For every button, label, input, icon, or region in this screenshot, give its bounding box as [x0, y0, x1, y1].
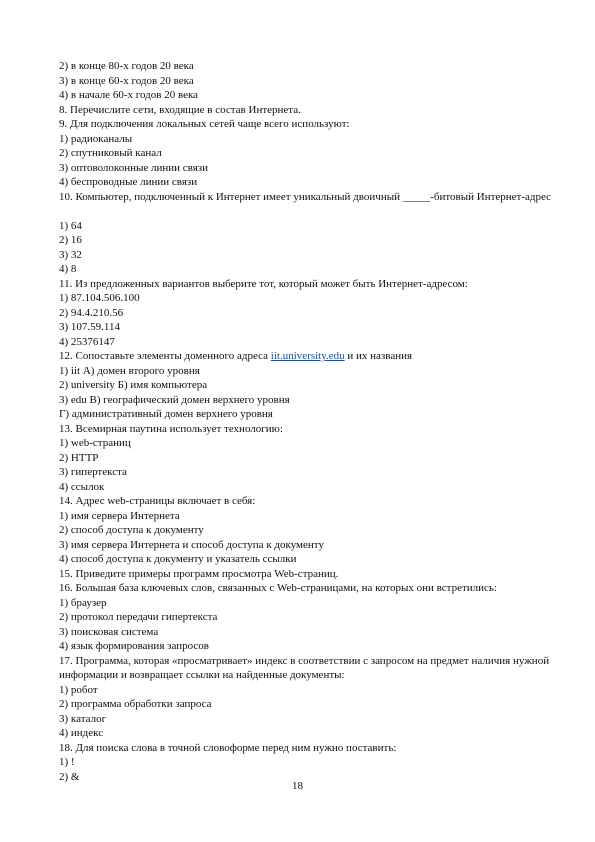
- answer-option: 3) 32: [59, 248, 82, 261]
- question-12: [59, 349, 559, 364]
- answer-option: 1) имя сервера Интернета: [59, 509, 180, 522]
- answer-option: 4) 8: [59, 263, 77, 275]
- text-line: 2) в конце 80-х годов 20 века: [59, 60, 194, 72]
- question-16: 16. Большая база ключевых слов, связанных с Web-страницами, на которых они встретились:: [59, 582, 497, 594]
- answer-option: 3) гипертекста: [59, 466, 127, 478]
- question-15: 15. Приведите примеры программ просмотра Web-страниц.: [59, 567, 339, 580]
- answer-option: 2) способ доступа к документу: [59, 524, 204, 536]
- answer-option: 4) 25376147: [59, 335, 115, 348]
- question-14: 14. Адрес web-страницы включает в себя:: [59, 495, 256, 507]
- answer-option: 1) 87.104.506.100: [59, 292, 140, 304]
- answer-option: 2) спутниковый канал: [59, 147, 162, 159]
- domain-link[interactable]: iit.university.edu: [270, 350, 345, 362]
- text-line: 4) в начале 60-х годов 20 века: [59, 89, 199, 101]
- answer-option: 3) оптоволоконные линии связи: [59, 161, 209, 174]
- answer-option: 3) поисковая система: [59, 625, 159, 638]
- answer-option: 1) web-страниц: [59, 437, 131, 449]
- answer-option: 2) 16: [59, 234, 82, 246]
- answer-option: 4) способ доступа к документу и указатель ссылки: [59, 553, 297, 565]
- question-12-text-end: и их названия: [344, 350, 413, 362]
- answer-option: 2) программа обработки запроса: [59, 698, 212, 710]
- document-body: [59, 59, 559, 784]
- question-8: 8. Перечислите сети, входящие в состав Интернета.: [59, 103, 301, 116]
- question-18: 18. Для поиска слова в точной словоформе перед ним нужно поставить:: [59, 741, 397, 754]
- answer-option: Г) административный домен верхнего уровня: [59, 408, 273, 420]
- question-9: 9. Для подключения локальных сетей чаще всего используют:: [59, 118, 350, 130]
- question-17: 17. Программа, которая «просматривает» индекс в соответствии с запросом на предмет наличия нужной информации и возвращает ссылки на найденные документы:: [59, 654, 550, 681]
- answer-option: 1) радиоканалы: [59, 132, 133, 145]
- answer-option: 3) edu В) географический домен верхнего уровня: [59, 393, 290, 406]
- question-13: 13. Всемирная паутина использует технологию:: [59, 422, 283, 435]
- answer-option: 2) university Б) имя компьютера: [59, 379, 208, 391]
- text-line: 3) в конце 60-х годов 20 века: [59, 74, 194, 87]
- answer-option: 3) 107.59.114: [59, 321, 121, 333]
- answer-option: 4) ссылок: [59, 480, 105, 493]
- answer-option: 1) браузер: [59, 596, 107, 609]
- question-11: 11. Из предложенных вариантов выберите тот, который может быть Интернет-адресом:: [59, 277, 468, 290]
- answer-option: 1) робот: [59, 683, 98, 696]
- question-10: 10. Компьютер, подключенный к Интернет имеет уникальный двоичный _____-битовый Интернет-адрес: [59, 190, 552, 203]
- answer-option: 3) каталог: [59, 712, 107, 725]
- answer-option: 2) &: [59, 770, 80, 783]
- question-12-text: 12. Сопоставьте элементы доменного адреса: [59, 350, 271, 362]
- answer-option: 2) 94.4.210.56: [59, 306, 124, 319]
- answer-option: 1) !: [59, 756, 75, 768]
- page-number: 18: [292, 780, 303, 792]
- answer-option: 4) беспроводные линии связи: [59, 176, 198, 188]
- answer-option: 2) HTTP: [59, 451, 99, 464]
- answer-option: 2) протокол передачи гипертекста: [59, 611, 218, 623]
- answer-option: 3) имя сервера Интернета и способ доступа к документу: [59, 538, 324, 551]
- answer-option: 4) язык формирования запросов: [59, 640, 209, 652]
- answer-option: 4) индекс: [59, 727, 104, 739]
- answer-option: 1) 64: [59, 219, 82, 232]
- answer-option: 1) iit А) домен второго уровня: [59, 364, 200, 377]
